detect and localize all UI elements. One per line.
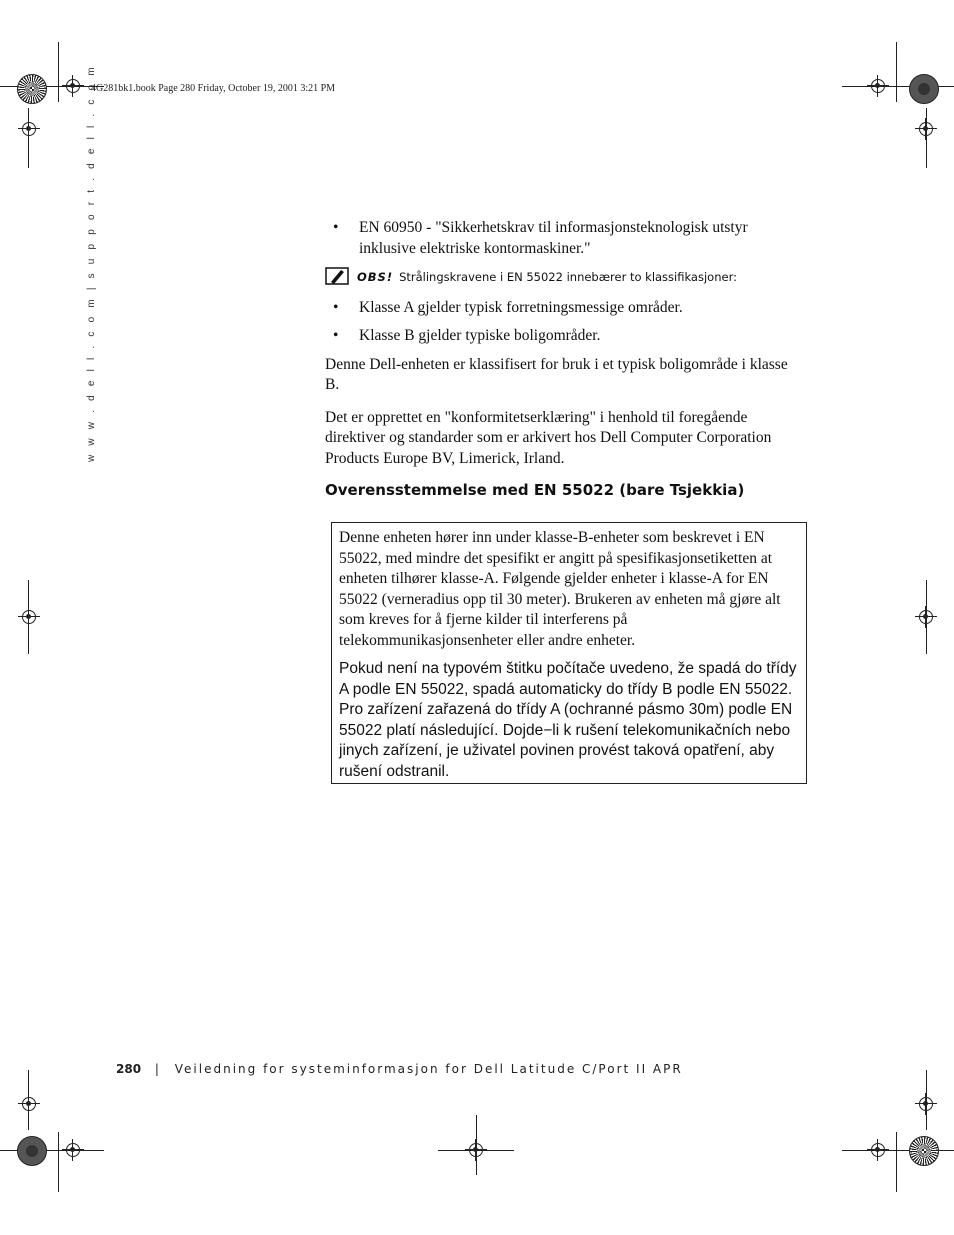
list-item-text: Klasse A gjelder typisk forretningsmessige områder. <box>359 298 683 316</box>
note-text: Strålingskravene i EN 55022 innebærer to klassifikasjoner: <box>399 270 737 284</box>
main-content <box>325 218 800 481</box>
page-number: 280 <box>116 1062 142 1076</box>
registration-mark-icon <box>62 75 84 97</box>
trim-line <box>0 1150 104 1151</box>
registration-mark-icon <box>18 118 40 140</box>
color-target-icon <box>909 74 939 104</box>
footer-separator: | <box>154 1062 159 1076</box>
note <box>325 267 800 288</box>
czech-notice: Pokud není na typovém štitku počítače uvedeno, že spadá do třídy A podle EN 55022, spadá automaticky do třídy B podle EN 55022. Pro zařízení zařazená do třídy A (ochranné pásmo 30m) podle EN 55022 platí následující. Dojde−li k rušení telekomunikačních nebo jinych zařízení, je uživatel povinen provést taková opatření, aby rušení odstranil. <box>339 660 797 780</box>
registration-mark-icon <box>915 1093 937 1115</box>
list-item <box>325 298 800 319</box>
side-url: w w w . d e l l . c o m | s u p p o r t . d e l l . c o m <box>86 64 97 462</box>
registration-mark-icon <box>465 1139 487 1161</box>
norwegian-notice: Denne enheten hører inn under klasse-B-enheter som beskrevet i EN 55022, med mindre det spesifikt er angitt på spesifikasjonsetiketten at enheten tilhører klasse-A. Følgende gjelder enheter i klasse-A for EN 55022 (verneradius opp til 30 meter). Brukeren av enheten må gjøre alt som kreves for å fjerne kilder til interferens på telekommunikasjonsenheter eller andre enheter. <box>339 529 781 649</box>
bullet-mark: • <box>333 219 339 236</box>
footer-title: Veiledning for systeminformasjon for Dell Latitude C/Port II APR <box>174 1062 683 1076</box>
list-item-text: EN 60950 - "Sikkerhetskrav til informasjonsteknologisk utstyr inklusive elektriske kontormaskiner." <box>359 219 748 257</box>
trim-line <box>58 1132 59 1192</box>
list-item-text: Klasse B gjelder typiske boligområder. <box>359 327 601 344</box>
pencil-note-icon <box>325 267 349 285</box>
note-label: OBS! <box>357 270 394 284</box>
trim-line <box>896 1132 897 1192</box>
color-target-icon <box>17 1136 47 1166</box>
registration-mark-icon <box>62 1139 84 1161</box>
paragraph: Det er opprettet en "konformitetserklæring" i henhold til foregående direktiver og standarder som er arkivert hos Dell Computer Corporation Products Europe BV, Limerick, Irland. <box>325 408 772 467</box>
registration-mark-icon <box>867 75 889 97</box>
color-target-icon <box>17 74 47 104</box>
registration-mark-icon <box>915 118 937 140</box>
registration-mark-icon <box>18 1093 40 1115</box>
registration-mark-icon <box>18 606 40 628</box>
paragraph: Denne Dell-enheten er klassifisert for bruk i et typisk boligområde i klasse B. <box>325 355 788 393</box>
trim-line <box>896 42 897 102</box>
color-target-icon <box>909 1136 939 1166</box>
bullet-mark: • <box>333 298 339 316</box>
page-footer <box>116 1062 683 1076</box>
bullet-mark: • <box>333 327 339 344</box>
trim-line <box>58 42 59 102</box>
notice-box <box>331 522 807 784</box>
list-item <box>325 218 800 259</box>
registration-mark-icon <box>867 1139 889 1161</box>
section-heading: Overensstemmelse med EN 55022 (bare Tsjekkia) <box>325 481 745 499</box>
list-item <box>325 326 800 347</box>
crop-header: 4G281bk1.book Page 280 Friday, October 19, 2001 3:21 PM <box>91 83 336 94</box>
registration-mark-icon <box>915 606 937 628</box>
